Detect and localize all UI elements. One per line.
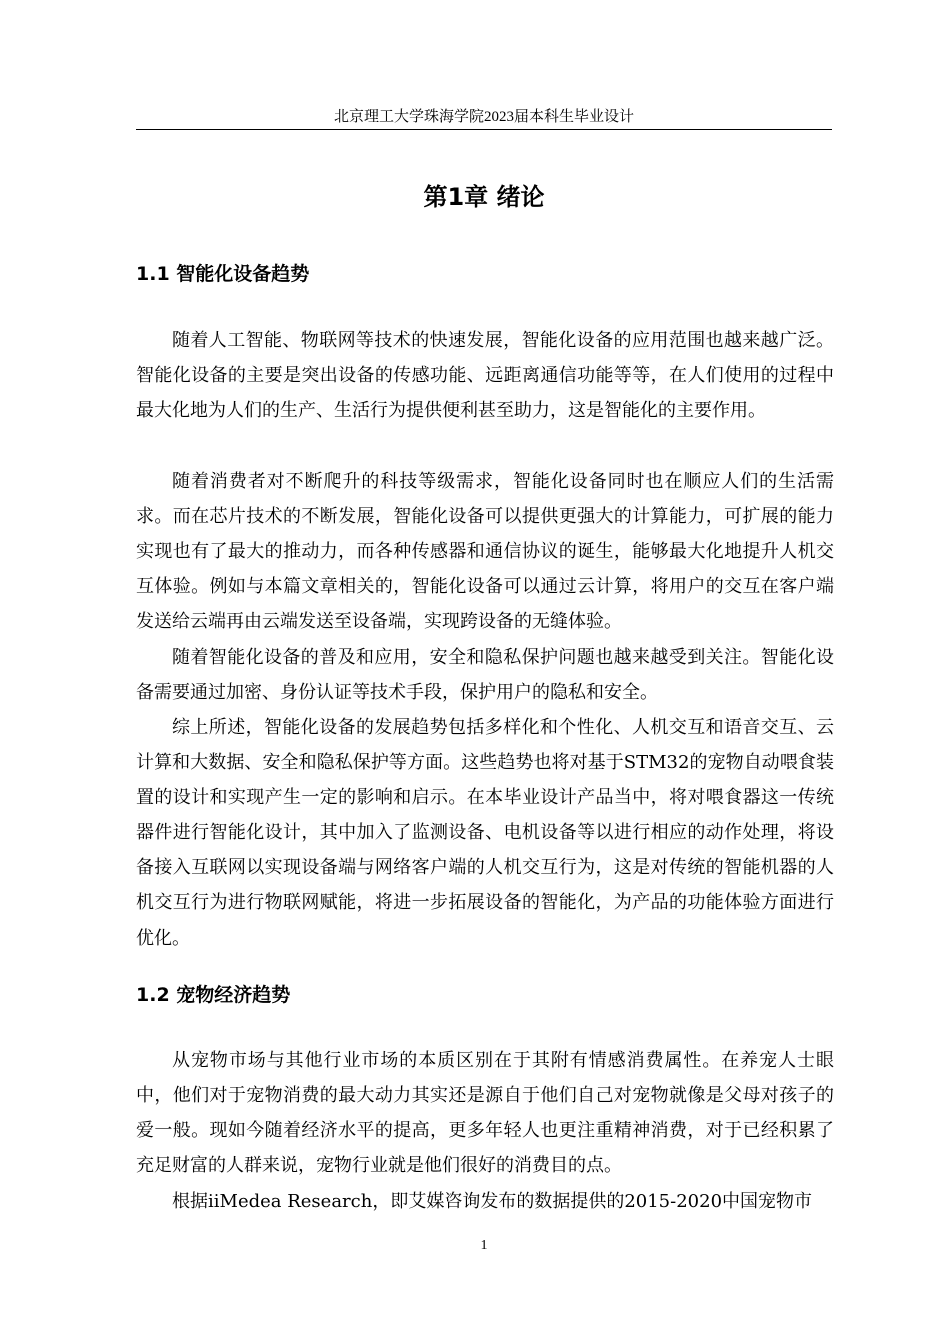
page-header: 北京理工大学珠海学院2023届本科生毕业设计 <box>333 109 634 125</box>
paragraph-1-1-d: 综上所述，智能化设备的发展趋势包括多样化和个性化、人机交互和语音交互、云计算和大数据、安全和隐私保护等方面。这些趋势也将对基于STM32的宠物自动喂食装置的设计和实现产生一定的影响和启示。在本毕业设计产品当中，将对喂食器这一传统器件进行智能化设计，其中加入了监测设备、电机设备等以进行相应的动作处理，将设备接入互联网以实现设备端与网络客户端的人机交互行为，这是对传统的智能机器的人机交互行为进行物联网赋能，将进一步拓展设备的智能化，为产品的功能体验方面进行优化。 <box>136 717 834 949</box>
paragraph-1-2-b: 根据iiMedea Research，即艾媒咨询发布的数据提供的2015-2020中国宠物市 <box>172 1191 813 1212</box>
paragraph-1-1-c: 随着智能化设备的普及和应用，安全和隐私保护问题也越来越受到关注。智能化设备需要通过加密、身份认证等技术手段，保护用户的隐私和安全。 <box>136 647 834 704</box>
paragraph-1-1-b: 随着消费者对不断爬升的科技等级需求，智能化设备同时也在顺应人们的生活需求。而在芯片技术的不断发展，智能化设备可以提供更强大的计算能力，可扩展的能力实现也有了最大的推动力，而各种传感器和通信协议的诞生，能够最大化地提升人机交互体验。例如与本篇文章相关的，智能化设备可以通过云计算，将用户的交互在客户端发送给云端再由云端发送至设备端，实现跨设备的无缝体验。 <box>136 471 834 633</box>
paragraph-1-2-a: 从宠物市场与其他行业市场的本质区别在于其附有情感消费属性。在养宠人士眼中，他们对于宠物消费的最大动力其实还是源自于他们自己对宠物就像是父母对孩子的爱一般。现如今随着经济水平的提高，更多年轻人也更注重精神消费，对于已经积累了充足财富的人群来说，宠物行业就是他们很好的消费目的点。 <box>136 1050 834 1177</box>
section-heading-1-1: 1.1 智能化设备趋势 <box>136 263 310 285</box>
header-rule <box>136 129 832 130</box>
section-heading-1-2: 1.2 宠物经济趋势 <box>136 984 291 1006</box>
chapter-title: 第1章 绪论 <box>423 183 545 211</box>
page-number: 1 <box>480 1238 488 1253</box>
paragraph-1-1-a: 随着人工智能、物联网等技术的快速发展，智能化设备的应用范围也越来越广泛。智能化设备的主要是突出设备的传感功能、远距离通信功能等等，在人们使用的过程中最大化地为人们的生产、生活行为提供便利甚至助力，这是智能化的主要作用。 <box>136 330 834 422</box>
